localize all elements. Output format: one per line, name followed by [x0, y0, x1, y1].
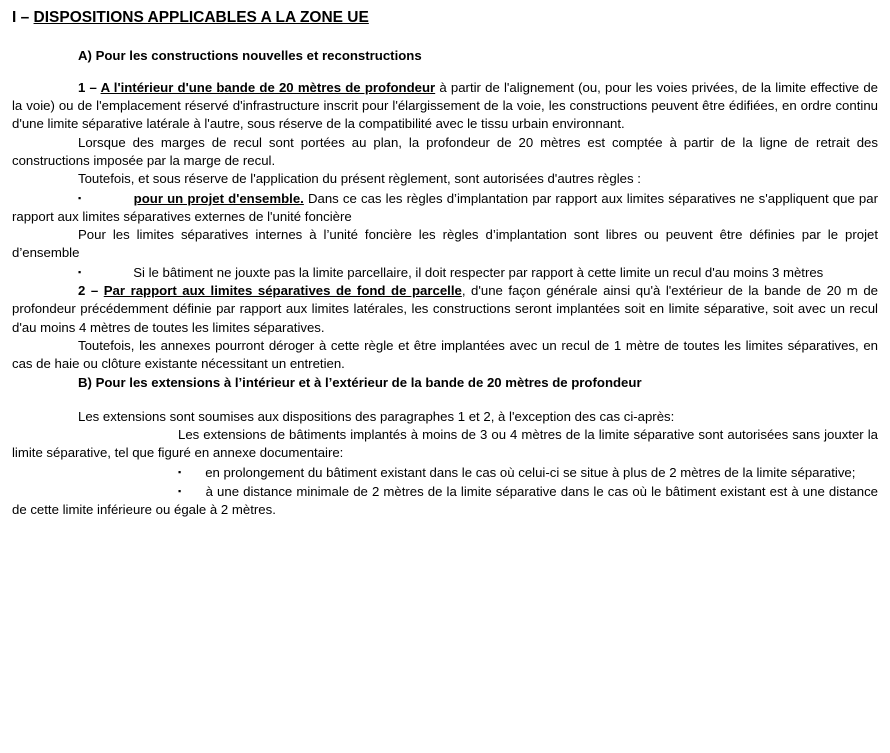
bullet-item-distance-minimale — [12, 482, 878, 520]
paragraph-1 — [12, 79, 878, 134]
square-bullet-icon: ▪ — [178, 486, 182, 497]
paragraph-1-number: 1 – — [78, 79, 101, 95]
bullet-item-prolongement — [12, 463, 878, 482]
square-bullet-icon: ▪ — [78, 192, 82, 203]
paragraph-6: Les extensions sont soumises aux dispositions des paragraphes 1 et 2, à l'exception des cas ci-après: — [78, 408, 675, 424]
paragraph-3: Toutefois, et sous réserve de l'application du présent règlement, sont autorisées d'autres règles : — [78, 171, 641, 187]
bullet-3-text: en prolongement du bâtiment existant dans le cas où celui-ci se situe à plus de 2 mètres de la limite séparative; — [205, 464, 856, 480]
bullet-item-projet-ensemble — [12, 189, 878, 227]
title-prefix: I – — [12, 9, 34, 26]
section-a-heading: A) Pour les constructions nouvelles et reconstructions — [78, 48, 422, 63]
bullet-2-text: Si le bâtiment ne jouxte pas la limite parcellaire, il doit respecter par rapport à cette limite un recul d'au moins 3 mètres — [133, 264, 824, 280]
paragraph-1-text: à partir de l'alignement (ou, pour les voies privées, de la limite effective de la voie) ou de l'emplacement réservé d'infrastructure inscrit pour l'élargissement de la voie, les constructions peuvent être édifiées, en ordre continu d'une limite séparative latérale à l'autre, sous réserve de la compatibilité avec le tissu urbain environnant. — [12, 79, 878, 132]
square-bullet-icon: ▪ — [178, 466, 182, 477]
bullet-1-continuation: Pour les limites séparatives internes à l’unité foncière les règles d’implantation sont libres ou peuvent être définies par le projet d’ensemble — [12, 227, 878, 261]
section-b-heading: B) Pour les extensions à l’intérieur et à l’extérieur de la bande de 20 mètres de profondeur — [78, 374, 642, 390]
square-bullet-icon: ▪ — [78, 266, 82, 277]
page-title — [12, 8, 878, 28]
bullet-1-emphasis: pour un projet d'ensemble. — [133, 190, 304, 206]
paragraph-4 — [12, 282, 878, 337]
paragraph-4-number: 2 – — [78, 283, 104, 299]
paragraph-1-emphasis: A l'intérieur d'une bande de 20 mètres de profondeur — [100, 79, 436, 95]
paragraph-2: Lorsque des marges de recul sont portées au plan, la profondeur de 20 mètres est comptée à partir de la ligne de retrait des constructions imposée par la marge de recul. — [12, 134, 878, 168]
bullet-4-text: à une distance minimale de 2 mètres de la limite séparative dans le cas où le bâtiment existant est à une distance de cette limite inférieure ou égale à 2 mètres. — [12, 484, 878, 518]
paragraph-4-emphasis: Par rapport aux limites séparatives de fond de parcelle — [103, 283, 462, 299]
title-underlined-text: DISPOSITIONS APPLICABLES A LA ZONE UE — [33, 9, 369, 26]
bullet-1-text: Dans ce cas les règles d’implantation par rapport aux limites séparatives ne s'appliquent que par rapport aux limites séparatives externes de l'unité foncière — [12, 190, 878, 224]
bullet-item-batiment-jouxte — [12, 263, 878, 282]
paragraph-5: Toutefois, les annexes pourront déroger à cette règle et être implantées avec un recul de 1 mètre de toutes les limites séparatives, en cas de haie ou clôture existante nécessitant un entretien. — [12, 337, 878, 372]
paragraph-4-text: , d'une façon générale ainsi qu'à l'extérieur de la bande de 20 m de profondeur précédemment définie par rapport aux limites latérales, les constructions seront implantées soit en limite séparative, soit avec un recul d'au moins 4 mètres de toutes les limites séparatives. — [12, 283, 879, 335]
paragraph-7: Les extensions de bâtiments implantés à moins de 3 ou 4 mètres de la limite séparative sont autorisées sans jouxter la limite séparative, tel que figuré en annexe documentaire: — [12, 427, 878, 461]
